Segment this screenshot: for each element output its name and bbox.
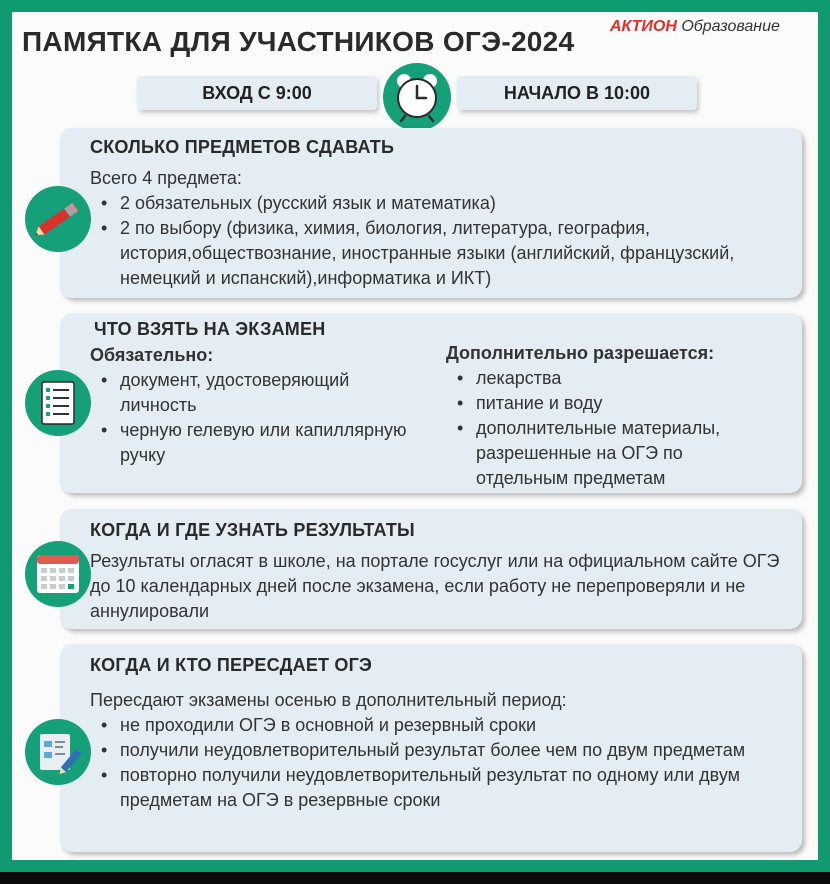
results-heading: КОГДА И ГДЕ УЗНАТЬ РЕЗУЛЬТАТЫ [90, 520, 415, 540]
subjects-card [60, 128, 802, 298]
list-item: • черную гелевую или капиллярную ручку [90, 418, 410, 468]
allowed-column [446, 341, 776, 491]
list-item: • документ, удостоверяющий личность [90, 368, 410, 418]
list-item: • дополнительные материалы, разрешенные на ОГЭ по отдельным предметам [446, 416, 776, 491]
checklist-icon [25, 370, 91, 436]
retake-intro: Пересдают экзамены осенью в дополнительный период: [90, 690, 567, 710]
retake-card [60, 644, 802, 852]
page-title: ПАМЯТКА ДЛЯ УЧАСТНИКОВ ОГЭ-2024 [22, 26, 575, 57]
brand-logo [610, 18, 780, 36]
subjects-text [90, 166, 780, 291]
allowed-title: Дополнительно разрешается: [446, 343, 715, 363]
start-time-badge: НАЧАЛО В 10:00 [457, 76, 697, 110]
logo-brand: АКТИОН [610, 18, 677, 35]
clock-icon [383, 63, 451, 131]
calendar-icon [25, 541, 91, 607]
list-item: • 2 по выбору (физика, химия, биология, литература, география, история,обществознание, иностранные языки (английский, французский, немецкий и испанский),информатика и ИКТ) [90, 216, 780, 291]
results-text: Результаты огласят в школе, на портале госуслуг или на официальном сайте ОГЭ до 10 календарных дней после экзамена, если работу не перепроверяли и не аннулировали [90, 551, 780, 621]
list-item: • лекарства [446, 366, 776, 391]
list-item: • 2 обязательных (русский язык и математика) [90, 191, 780, 216]
bring-heading: ЧТО ВЗЯТЬ НА ЭКЗАМЕН [94, 319, 326, 339]
list-item: • не проходили ОГЭ в основной и резервный сроки [90, 713, 800, 738]
list-item: • получили неудовлетворительный результат более чем по двум предметам [90, 738, 800, 763]
entry-time-badge: ВХОД С 9:00 [137, 76, 377, 110]
results-card [60, 509, 802, 629]
retake-heading: КОГДА И КТО ПЕРЕСДАЕТ ОГЭ [90, 655, 373, 675]
retake-text [90, 688, 800, 813]
subjects-heading: СКОЛЬКО ПРЕДМЕТОВ СДАВАТЬ [90, 137, 395, 157]
pencil-icon [25, 186, 91, 252]
required-column [90, 343, 410, 468]
bring-card [60, 313, 802, 493]
subjects-intro: Всего 4 предмета: [90, 168, 242, 188]
list-item: • питание и воду [446, 391, 776, 416]
document-edit-icon [25, 719, 91, 785]
list-item: • повторно получили неудовлетворительный результат по одному или двум предметам на ОГЭ в резервные сроки [90, 763, 800, 813]
required-title: Обязательно: [90, 345, 214, 365]
logo-suffix: Образование [681, 18, 780, 35]
